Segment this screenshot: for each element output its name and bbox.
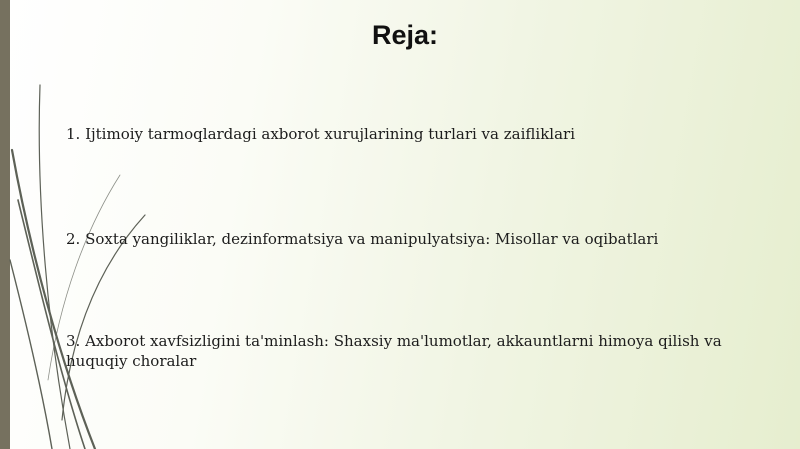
plan-item-2: 2. Soxta yangiliklar, dezinformatsiya va manipulyatsiya: Misollar va oqibatlari — [66, 230, 659, 248]
slide-title: Reja: — [371, 20, 439, 50]
plan-item-3: 3. Axborot xavfsizligini ta'minlash: Shaxsiy ma'lumotlar, akkauntlarni himoya qilish va huquqiy choralar — [66, 332, 722, 370]
grass-stroke-decoration — [0, 0, 160, 449]
plan-item-1: 1. Ijtimoiy tarmoqlardagi axborot xurujlarining turlari va zaifliklari — [66, 125, 575, 143]
